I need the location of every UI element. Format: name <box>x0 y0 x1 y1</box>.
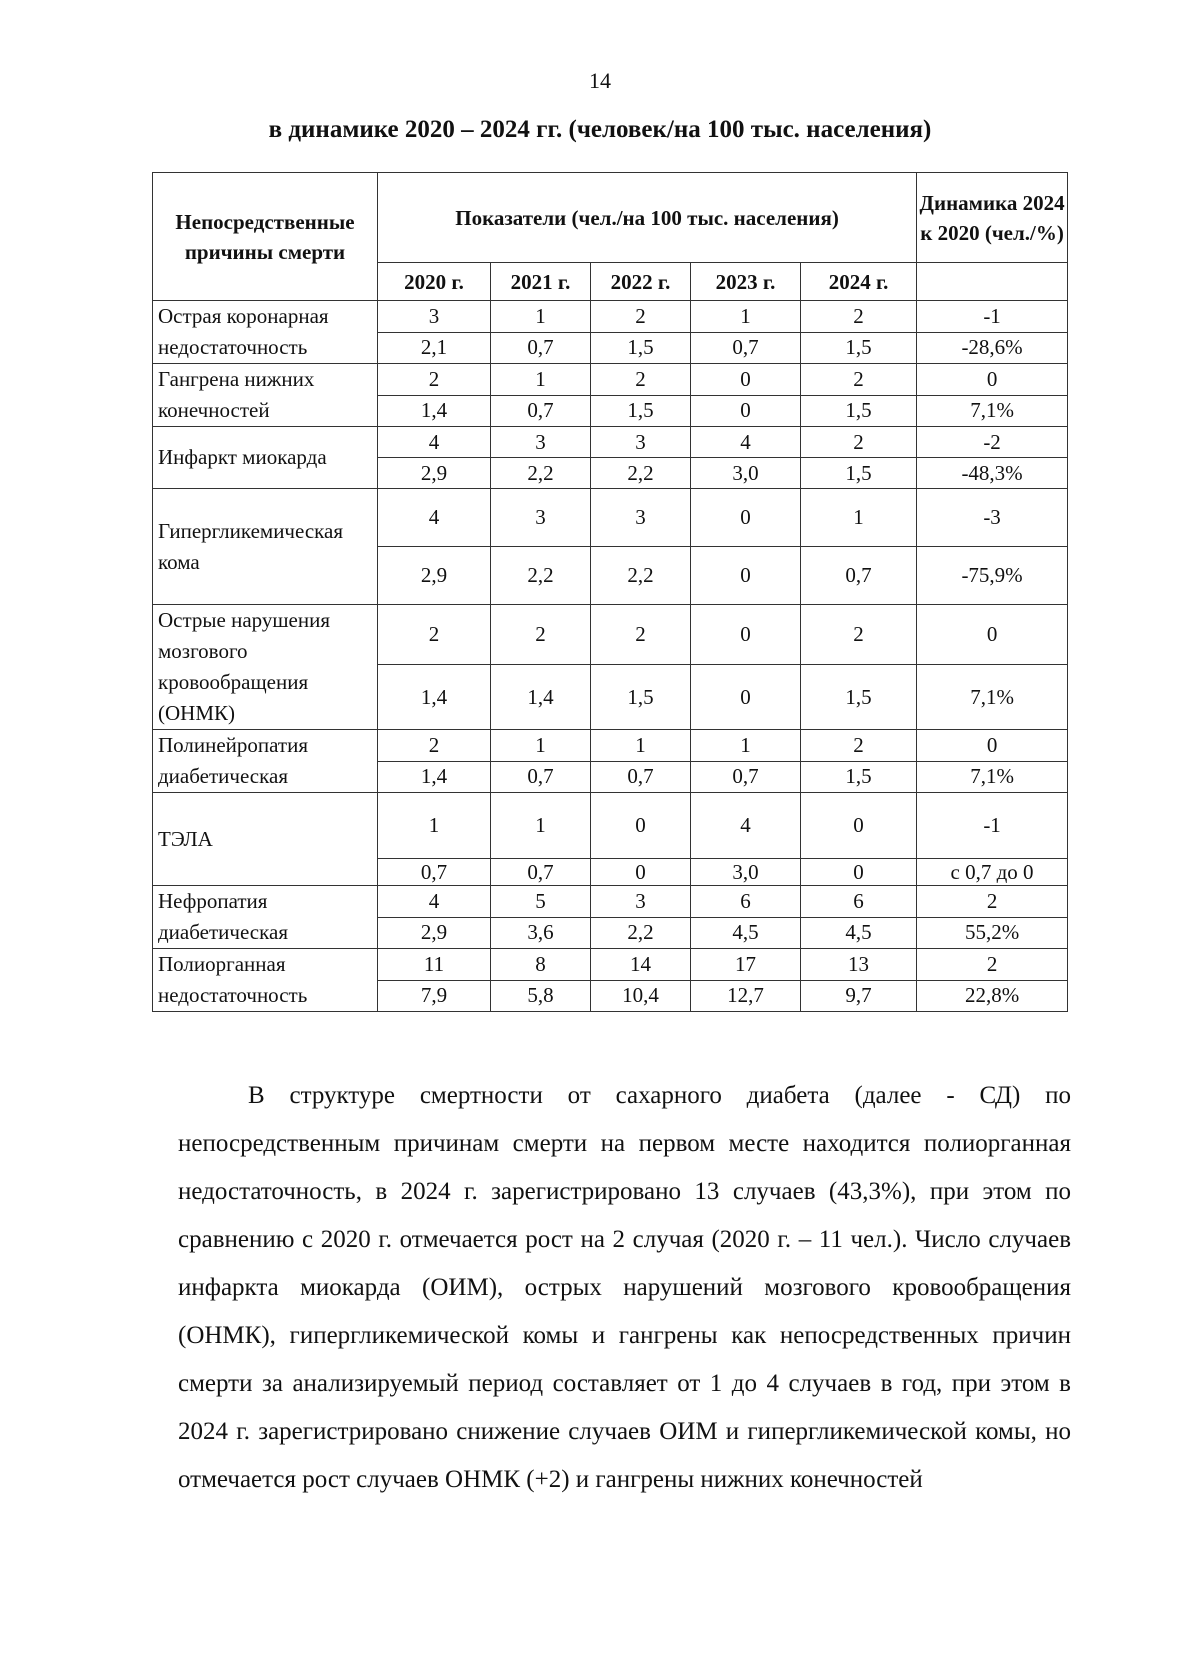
table-row-counts <box>153 886 1068 918</box>
year-header: 2022 г. <box>591 263 691 301</box>
count-cell: 2 <box>591 605 691 665</box>
rate-dynamics-cell: -75,9% <box>917 547 1068 605</box>
rate-cell: 1,5 <box>801 395 917 427</box>
count-cell: 4 <box>378 489 491 547</box>
rate-cell: 10,4 <box>591 980 691 1012</box>
rate-cell: 1,5 <box>591 395 691 427</box>
header-cause: Непосредственные причины смерти <box>153 173 378 301</box>
count-cell: 4 <box>691 793 801 859</box>
rate-dynamics-cell: 7,1% <box>917 395 1068 427</box>
count-cell: 2 <box>591 364 691 396</box>
rate-cell: 0,7 <box>378 859 491 886</box>
rate-cell: 0,7 <box>491 761 591 793</box>
rate-cell: 7,9 <box>378 980 491 1012</box>
count-cell: 3 <box>591 886 691 918</box>
count-cell: 2 <box>801 427 917 458</box>
rate-cell: 12,7 <box>691 980 801 1012</box>
rate-cell: 0 <box>691 665 801 730</box>
rate-cell: 1,4 <box>491 665 591 730</box>
count-cell: 6 <box>691 886 801 918</box>
count-cell: 2 <box>801 730 917 762</box>
cause-cell: Полиорганная недостаточность <box>153 949 378 1012</box>
rate-cell: 0,7 <box>491 332 591 364</box>
table-row-counts <box>153 489 1068 547</box>
paragraph-text: В структуре смертности от сахарного диабета (далее - СД) по непосредственным причинам смерти на первом месте находится полиорганная недостаточность, в 2024 г. зарегистрировано 13 случаев (43,3%), при этом по сравнению с 2020 г. отмечается рост на 2 случая (2020 г. – 11 чел.). Число случаев инфаркта миокарда (ОИМ), острых нарушений мозгового кровообращения (ОНМК), гипергликемической комы и гангрены как непосредственных причин смерти за анализируемый период составляет от 1 до 4 случаев в год, при этом в 2024 г. зарегистрировано снижение случаев ОИМ и гипергликемической комы, но отмечается рост случаев ОНМК (+2) и гангрены нижних конечностей <box>178 1082 1071 1493</box>
count-cell: 3 <box>591 427 691 458</box>
cause-cell: Гангрена нижних конечностей <box>153 364 378 427</box>
count-cell: 3 <box>491 489 591 547</box>
rate-cell: 0,7 <box>691 761 801 793</box>
count-dynamics-cell: 0 <box>917 730 1068 762</box>
count-dynamics-cell: 0 <box>917 605 1068 665</box>
count-dynamics-cell: -1 <box>917 793 1068 859</box>
count-cell: 14 <box>591 949 691 981</box>
count-cell: 2 <box>378 605 491 665</box>
count-cell: 2 <box>491 605 591 665</box>
count-cell: 1 <box>491 301 591 333</box>
count-cell: 0 <box>691 605 801 665</box>
rate-cell: 0 <box>591 859 691 886</box>
rate-cell: 0,7 <box>691 332 801 364</box>
rate-dynamics-cell: 55,2% <box>917 917 1068 949</box>
rate-cell: 2,9 <box>378 917 491 949</box>
count-cell: 17 <box>691 949 801 981</box>
rate-cell: 2,9 <box>378 458 491 489</box>
count-dynamics-cell: -3 <box>917 489 1068 547</box>
body-paragraph <box>178 1072 1071 1504</box>
count-cell: 0 <box>591 793 691 859</box>
count-cell: 2 <box>801 605 917 665</box>
cause-cell: Полинейропатия диабетическая <box>153 730 378 793</box>
rate-cell: 1,5 <box>591 332 691 364</box>
rate-cell: 2,2 <box>591 458 691 489</box>
rate-cell: 5,8 <box>491 980 591 1012</box>
count-cell: 2 <box>801 301 917 333</box>
count-cell: 1 <box>801 489 917 547</box>
count-dynamics-cell: -1 <box>917 301 1068 333</box>
count-cell: 0 <box>691 364 801 396</box>
count-cell: 3 <box>378 301 491 333</box>
rate-cell: 4,5 <box>691 917 801 949</box>
count-cell: 1 <box>491 793 591 859</box>
rate-dynamics-cell: -28,6% <box>917 332 1068 364</box>
rate-cell: 1,4 <box>378 395 491 427</box>
rate-cell: 0,7 <box>591 761 691 793</box>
rate-cell: 0,7 <box>801 547 917 605</box>
count-cell: 8 <box>491 949 591 981</box>
page-number: 14 <box>589 68 611 93</box>
cause-cell: Нефропатия диабетическая <box>153 886 378 949</box>
count-dynamics-cell: -2 <box>917 427 1068 458</box>
count-cell: 1 <box>591 730 691 762</box>
count-cell: 1 <box>491 364 591 396</box>
count-cell: 11 <box>378 949 491 981</box>
count-cell: 1 <box>691 730 801 762</box>
count-cell: 0 <box>801 793 917 859</box>
rate-dynamics-cell: 7,1% <box>917 761 1068 793</box>
cause-cell: ТЭЛА <box>153 793 378 886</box>
rate-cell: 1,5 <box>591 665 691 730</box>
count-cell: 4 <box>691 427 801 458</box>
count-cell: 4 <box>378 427 491 458</box>
rate-cell: 9,7 <box>801 980 917 1012</box>
count-cell: 2 <box>801 364 917 396</box>
table-row-counts <box>153 364 1068 396</box>
cause-cell: Инфаркт миокарда <box>153 427 378 489</box>
rate-cell: 0 <box>691 547 801 605</box>
rate-cell: 2,9 <box>378 547 491 605</box>
cause-cell: Острые нарушения мозгового кровообращения (ОНМК) <box>153 605 378 730</box>
rate-cell: 2,1 <box>378 332 491 364</box>
year-header: 2023 г. <box>691 263 801 301</box>
mortality-table <box>152 172 1068 1012</box>
table-row-counts <box>153 949 1068 981</box>
count-cell: 2 <box>378 730 491 762</box>
year-header: 2020 г. <box>378 263 491 301</box>
table-caption: в динамике 2020 – 2024 гг. (человек/на 100 тыс. населения) <box>268 116 932 143</box>
rate-cell: 2,2 <box>491 458 591 489</box>
count-cell: 0 <box>691 489 801 547</box>
count-dynamics-cell: 2 <box>917 886 1068 918</box>
table-row-counts <box>153 605 1068 665</box>
rate-cell: 3,6 <box>491 917 591 949</box>
rate-cell: 1,4 <box>378 761 491 793</box>
table-row-counts <box>153 301 1068 333</box>
count-cell: 13 <box>801 949 917 981</box>
rate-dynamics-cell: 22,8% <box>917 980 1068 1012</box>
count-cell: 2 <box>591 301 691 333</box>
count-cell: 5 <box>491 886 591 918</box>
rate-cell: 3,0 <box>691 859 801 886</box>
rate-dynamics-cell: с 0,7 до 0 <box>917 859 1068 886</box>
year-header-empty <box>917 263 1068 301</box>
rate-cell: 0 <box>691 395 801 427</box>
year-header: 2024 г. <box>801 263 917 301</box>
rate-cell: 1,5 <box>801 665 917 730</box>
table-row-counts <box>153 427 1068 458</box>
rate-cell: 2,2 <box>591 547 691 605</box>
count-cell: 6 <box>801 886 917 918</box>
count-cell: 1 <box>378 793 491 859</box>
rate-cell: 0,7 <box>491 395 591 427</box>
count-cell: 4 <box>378 886 491 918</box>
count-dynamics-cell: 2 <box>917 949 1068 981</box>
rate-cell: 1,4 <box>378 665 491 730</box>
cause-cell: Острая коронарная недостаточность <box>153 301 378 364</box>
rate-cell: 0 <box>801 859 917 886</box>
rate-dynamics-cell: 7,1% <box>917 665 1068 730</box>
count-dynamics-cell: 0 <box>917 364 1068 396</box>
rate-cell: 1,5 <box>801 332 917 364</box>
header-dynamics: Динамика 2024 к 2020 (чел./%) <box>917 173 1068 263</box>
rate-cell: 0,7 <box>491 859 591 886</box>
rate-dynamics-cell: -48,3% <box>917 458 1068 489</box>
rate-cell: 2,2 <box>491 547 591 605</box>
rate-cell: 2,2 <box>591 917 691 949</box>
count-cell: 1 <box>491 730 591 762</box>
count-cell: 3 <box>591 489 691 547</box>
rate-cell: 1,5 <box>801 761 917 793</box>
table-row-counts <box>153 793 1068 859</box>
count-cell: 3 <box>491 427 591 458</box>
rate-cell: 3,0 <box>691 458 801 489</box>
header-indicators: Показатели (чел./на 100 тыс. населения) <box>378 173 917 263</box>
count-cell: 1 <box>691 301 801 333</box>
cause-cell: Гипергликемическая кома <box>153 489 378 605</box>
table-row-counts <box>153 730 1068 762</box>
count-cell: 2 <box>378 364 491 396</box>
rate-cell: 1,5 <box>801 458 917 489</box>
year-header: 2021 г. <box>491 263 591 301</box>
rate-cell: 4,5 <box>801 917 917 949</box>
